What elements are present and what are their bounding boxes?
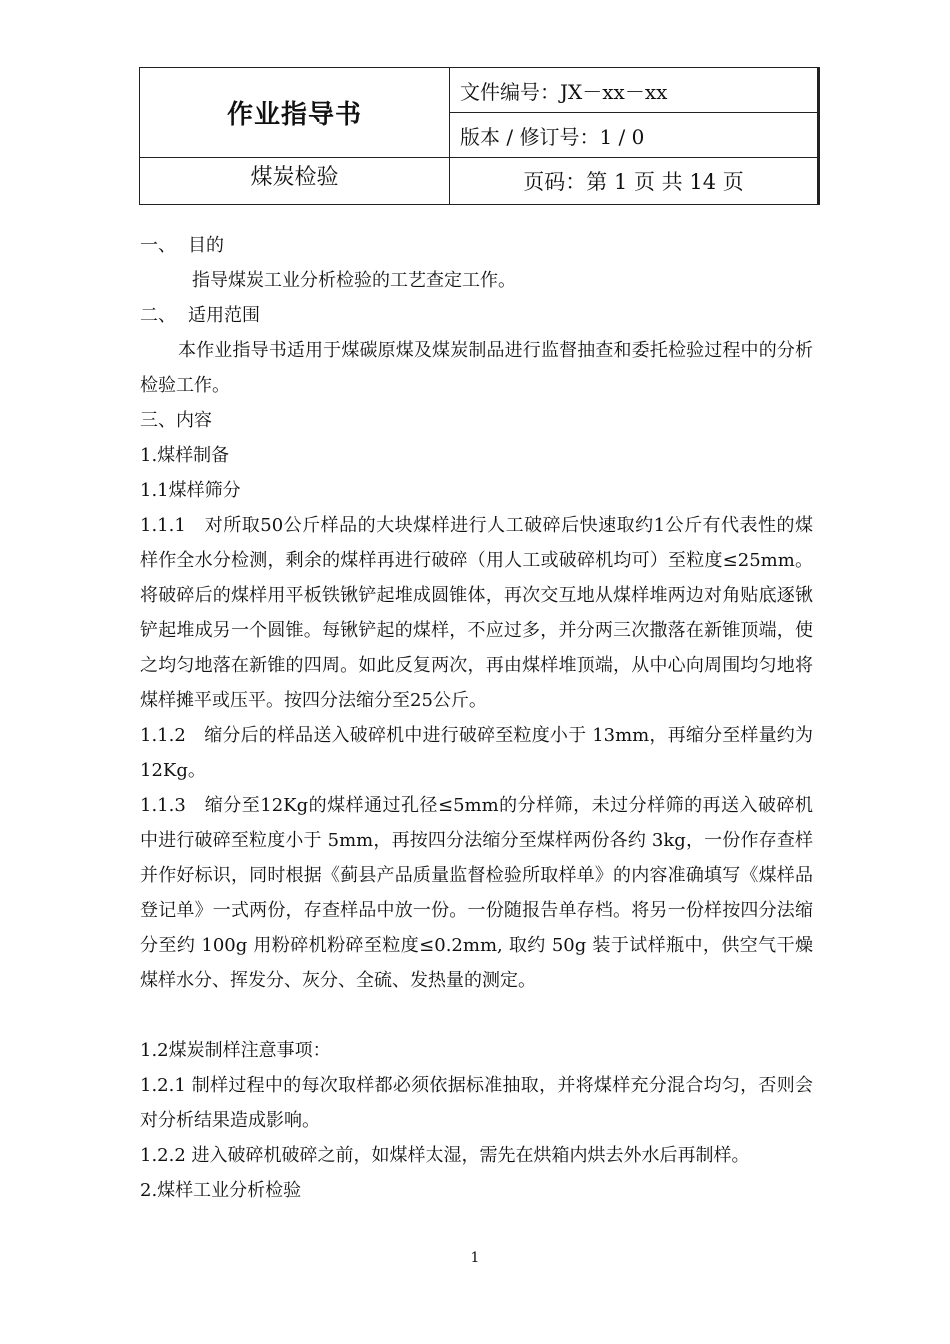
procedure-paragraph: 1.1.3 缩分至12Kg的煤样通过孔径≤5mm的分样筛，未过分样筛的再送入破碎机中进行破碎至粒度小于 5mm，再按四分法缩分至煤样两份各约 3kg，一份作存查样并作好标识，同时根据《蓟县产品质量监督检验所取样单》的内容准确填写《煤样品登记单》一式两份，存查样品中放一份。一份随报告单存档。将另一份样按四分法缩分至约 100g 用粉碎机粉碎至粒度≤0.2mm, 取约 50g 装于试样瓶中，供空气干燥煤样水分、挥发分、灰分、全硫、发热量的测定。 — [140, 795, 813, 991]
note-paragraph: 1.2.1 制样过程中的每次取样都必须依据标准抽取，并将煤样充分混合均匀，否则会对分析结果造成影响。 — [140, 1075, 813, 1131]
subsection-heading: 2.煤样工业分析检验 — [140, 1180, 302, 1201]
document-title: 作业指导书 — [140, 68, 450, 158]
section-title: 目的 — [188, 235, 224, 256]
document-body — [140, 228, 813, 1208]
procedure-paragraph: 1.1.1 对所取50公斤样品的大块煤样进行人工破碎后快速取约1公斤有代表性的煤样作全水分检测，剩余的煤样再进行破碎（用人工或破碎机均可）至粒度≤25mm。将破碎后的煤样用平板铁锹铲起堆成圆锥体，再次交互地从煤样堆两边对角贴底逐锹铲起堆成另一个圆锥。每锹铲起的煤样，不应过多，并分两三次撒落在新锥顶端，使之均匀地落在新锥的四周。如此反复两次，再由煤样堆顶端，从中心向周围均匀地将煤样摊平或压平。按四分法缩分至25公斤。 — [140, 515, 813, 711]
section-number: 二、 — [140, 305, 176, 326]
note-paragraph: 1.2.2 进入破碎机破碎之前，如煤样太湿，需先在烘箱内烘去外水后再制样。 — [140, 1145, 750, 1166]
paragraph-spacer — [140, 998, 813, 1033]
subsection-heading: 1.煤样制备 — [140, 445, 230, 466]
page-info: 页码：第 1 页 共 14 页 — [450, 158, 819, 205]
section-number: 一、 — [140, 235, 176, 256]
document-header-table — [139, 67, 820, 205]
page-number: 1 — [470, 1250, 480, 1266]
section-heading-scope — [140, 298, 813, 333]
document-number: 文件编号：JX－xx－xx — [450, 68, 819, 113]
scope-paragraph: 本作业指导书适用于煤碳原煤及煤炭制品进行监督抽查和委托检验过程中的分析检验工作。 — [140, 340, 813, 396]
document-version: 版本 / 修订号：1 / 0 — [450, 113, 819, 158]
section-heading-purpose — [140, 228, 813, 263]
procedure-paragraph: 1.1.2 缩分后的样品送入破碎机中进行破碎至粒度小于 13mm，再缩分至样量约为12Kg。 — [140, 725, 813, 781]
purpose-paragraph: 指导煤炭工业分析检验的工艺查定工作。 — [192, 270, 516, 291]
section-heading-content: 三、内容 — [140, 410, 212, 431]
subsection-heading: 1.2煤炭制样注意事项： — [140, 1040, 331, 1061]
section-title: 适用范围 — [188, 305, 260, 326]
document-subject: 煤炭检验 — [140, 158, 450, 205]
subsection-heading: 1.1煤样筛分 — [140, 480, 241, 501]
